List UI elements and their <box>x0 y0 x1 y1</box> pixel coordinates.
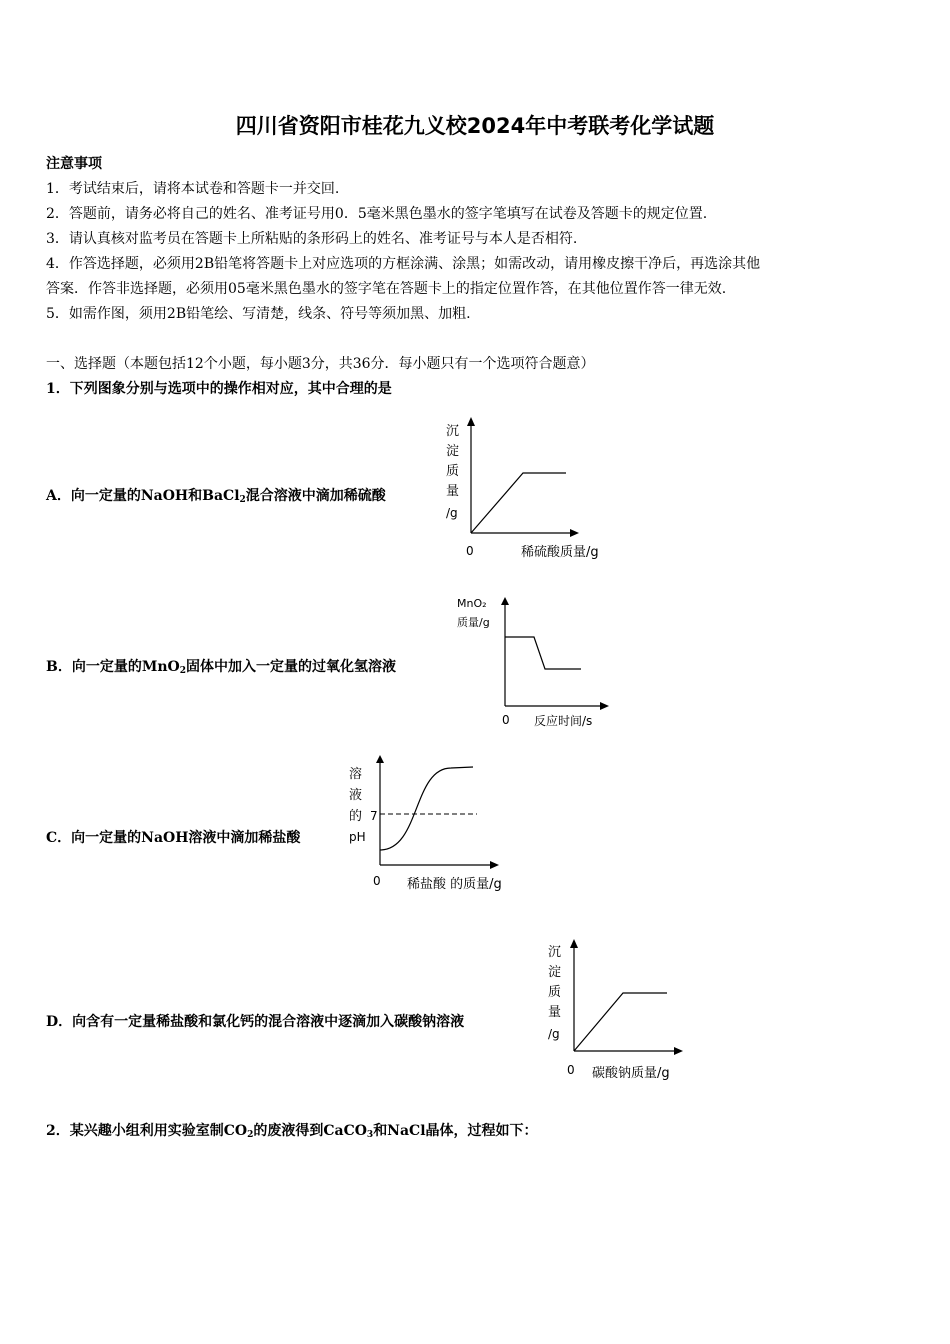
notice-item-5: 5．如需作图，须用2B铅笔绘、写清楚，线条、符号等须加黑、加粗. <box>46 306 471 322</box>
graph-a-x-arrow <box>570 529 579 537</box>
graph-b-ylabel-1: MnO₂ <box>457 597 487 610</box>
option-b <box>46 656 396 676</box>
graph-a-xlabel: 稀硫酸质量/g <box>521 545 599 560</box>
graph-a-ylabel-3: 质 <box>446 464 460 479</box>
graph-a-ylabel-4: 量 <box>446 484 460 499</box>
option-b-text: B．向一定量的MnO <box>46 659 180 675</box>
graph-d-ylabel-2: 淀 <box>548 965 562 980</box>
graph-c-x-arrow <box>490 861 499 869</box>
section-heading: 一、选择题（本题包括12个小题，每小题3分，共36分．每小题只有一个选项符合题意） <box>46 356 595 372</box>
q2-text-1: 2．某兴趣小组利用实验室制CO <box>46 1123 248 1139</box>
graph-d-ylabel-3: 质 <box>548 985 562 1000</box>
graph-d-curve <box>574 993 667 1051</box>
q2-text-2: 的废液得到CaCO <box>253 1123 367 1139</box>
graph-c-ylabel-3: 的 <box>349 809 363 824</box>
graph-d-x-arrow <box>674 1047 683 1055</box>
notice-item-3: 3．请认真核对监考员在答题卡上所粘贴的条形码上的姓名、准考证号与本人是否相符. <box>46 231 578 247</box>
graph-a-ylabel-2: 淀 <box>446 444 460 459</box>
graph-d <box>545 936 705 1086</box>
graph-a-curve <box>471 473 566 533</box>
option-a-text-end: 混合溶液中滴加稀硫酸 <box>245 488 386 504</box>
notice-item-1: 1．考试结束后，请将本试卷和答题卡一并交回. <box>46 181 340 197</box>
graph-c-xlabel: 稀盐酸 的质量/g <box>407 877 502 892</box>
option-a-text: A．向一定量的NaOH和BaCl <box>46 488 240 504</box>
graph-d-origin: 0 <box>567 1063 575 1077</box>
graph-c-ylabel-1: 溶 <box>349 767 363 782</box>
question-2-stem <box>46 1120 538 1140</box>
graph-c-y-arrow <box>376 755 384 763</box>
option-b-text-end: 固体中加入一定量的过氧化氢溶液 <box>185 659 396 675</box>
graph-b-origin: 0 <box>502 713 510 727</box>
graph-b <box>455 590 630 730</box>
graph-b-xlabel: 反应时间/s <box>534 714 593 728</box>
notice-item-2: 2．答题前，请务必将自己的姓名、准考证号用0．5毫米黑色墨水的签字笔填写在试卷及答题卡的规定位置. <box>46 206 708 222</box>
graph-a-origin: 0 <box>466 544 474 558</box>
graph-b-ylabel-2: 质量/g <box>457 616 490 629</box>
graph-d-y-arrow <box>570 939 578 948</box>
q2-sub-2: 3 <box>366 1130 374 1140</box>
option-a-sub: 2 <box>239 495 246 505</box>
graph-b-y-arrow <box>501 597 509 605</box>
q2-sub-1: 2 <box>247 1130 254 1140</box>
question-1-stem: 1．下列图象分别与选项中的操作相对应，其中合理的是 <box>46 381 392 397</box>
q2-text-3: 和NaCl晶体，过程如下： <box>373 1123 538 1139</box>
graph-a <box>440 415 630 565</box>
graph-c-curve <box>380 767 473 850</box>
option-c: C．向一定量的NaOH溶液中滴加稀盐酸 <box>46 830 301 846</box>
graph-b-x-arrow <box>600 702 609 710</box>
graph-d-ylabel-4: 量 <box>548 1005 562 1020</box>
graph-a-ylabel-1: 沉 <box>446 424 460 439</box>
graph-b-curve <box>505 637 581 669</box>
graph-c <box>345 750 535 895</box>
graph-d-xlabel: 碳酸钠质量/g <box>592 1066 670 1081</box>
graph-c-ylabel-4: pH <box>349 830 366 844</box>
graph-c-ylabel-2: 液 <box>349 788 363 803</box>
notice-item-4: 4．作答选择题，必须用2B铅笔将答题卡上对应选项的方框涂满、涂黑；如需改动，请用橡皮擦干净后，再选涂其他 <box>46 256 761 272</box>
graph-a-ylabel-5: /g <box>446 506 458 520</box>
graph-a-y-arrow <box>467 417 475 426</box>
notice-heading: 注意事项 <box>46 156 102 172</box>
graph-d-ylabel-1: 沉 <box>548 945 562 960</box>
option-a <box>46 485 386 505</box>
graph-c-origin: 0 <box>373 874 381 888</box>
graph-d-ylabel-5: /g <box>548 1027 560 1041</box>
option-d: D．向含有一定量稀盐酸和氯化钙的混合溶液中逐滴加入碳酸钠溶液 <box>46 1014 465 1030</box>
page-title: 四川省资阳市桂花九义校2024年中考联考化学试题 <box>235 114 715 138</box>
notice-item-4-cont: 答案．作答非选择题，必须用05毫米黑色墨水的签字笔在答题卡上的指定位置作答，在其他位置作答一律无效. <box>46 281 727 297</box>
graph-c-tick-7: 7 <box>370 809 378 823</box>
option-b-sub: 2 <box>179 666 186 676</box>
